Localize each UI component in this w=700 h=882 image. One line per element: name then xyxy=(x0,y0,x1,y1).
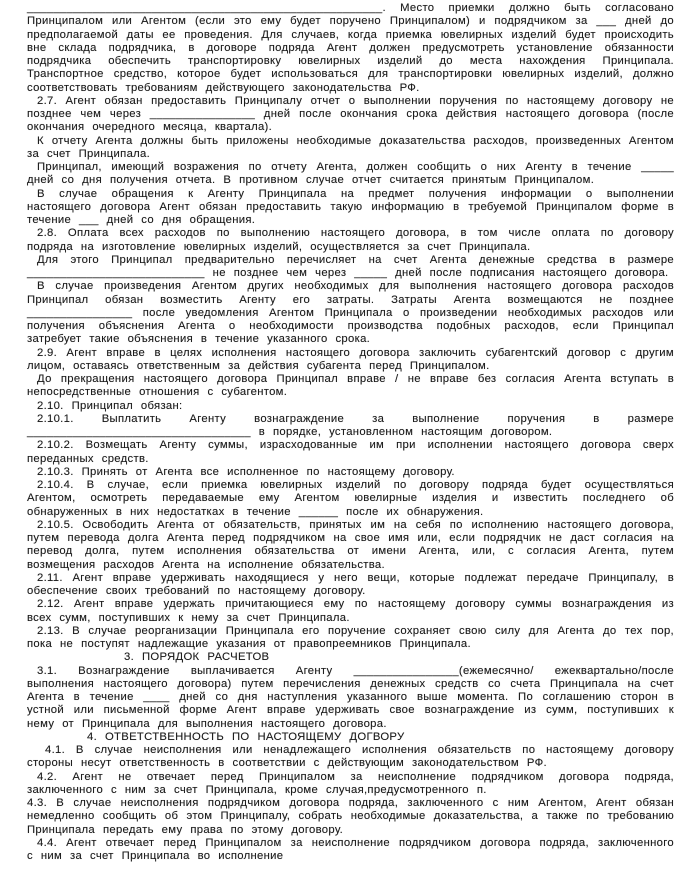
prepayment: Для этого Принципал предварительно перечисляет на счет Агента денежные средства в размере ___________________________ не позднее чем через _____ дней после подписания настоящего договора. xyxy=(27,253,674,279)
clause-2-13: 2.13. В случае реорганизации Принципала его поручение сохраняет свою силу для Агента до тех пор, пока не поступят надлежащие указания от правопреемников Принципала. xyxy=(27,624,674,650)
clause-4-3: 4.3. В случае неисполнения подрядчиком договора подряда, заключенного с ним Агентом, Агент обязан немедленно сообщить об этом Принципалу, собрать необходимые доказательства, а также по требованию Принципала передать ему права по этому договору. xyxy=(27,797,674,836)
clause-3-1: 3.1. Вознаграждение выплачивается Агенту ________________(ежемесячно/ ежеквартально/после выполнения настоящего договора) путем перечисления денежных средств со счета Принципала на счет Агента в течение ____ дней со дня наступления указанного выше момента. По соглашению сторон в устной или письменной форме Агент вправе удерживать свое вознаграждение из сумм, поступивших к нему от Принципала для выполнения настоящего договора. xyxy=(27,664,674,730)
principal-objections: Принципал, имеющий возражения по отчету Агента, должен сообщить о них Агенту в течение _____ дней со дня получения отчета. В противном случае отчет считается принятым Принципалом. xyxy=(27,161,674,187)
clause-2-10-2: 2.10.2. Возмещать Агенту суммы, израсходованные им при исполнении настоящего договора сверх переданных средств. xyxy=(27,439,674,465)
clause-2-10-4: 2.10.4. В случае, если приемка ювелирных изделий по договору подряда будет осуществляться Агентом, осмотреть передаваемые ему Агентом ювелирные изделия и известить последнего об обнаруженных в них недостатках в течение ______ после их обнаружения. xyxy=(27,479,674,518)
clause-2-10-3: 2.10.3. Принять от Агента все исполненное по настоящему договору. xyxy=(37,465,455,478)
clause-4-4: 4.4. Агент отвечает перед Принципалом за неисполнение подрядчиком договора подряда, заключенного с ним за счет Принципала во исполнение xyxy=(27,836,674,862)
clause-2-12: 2.12. Агент вправе удержать причитающиеся ему по настоящему договору суммы вознаграждения из всех сумм, поступивших к нему за счет Принципала. xyxy=(27,598,674,624)
clause-2-9: 2.9. Агент вправе в целях исполнения настоящего договора заключить субагентский договор с другим лицом, оставаясь ответственным за действия субагента перед Принципалом. xyxy=(27,346,674,372)
other-expenses: В случае произведения Агентом других необходимых для выполнения настоящего договора расходов Принципал обязан возместить Агенту его затраты. Затраты Агента возмещаются не позднее ________________ после уведомления Агентом Принципала о произведении необходимых расходов или получения объяснения Агента о необходимости производства подобных расходов, если Принципал затребует такие объяснения в течение указанного срока. xyxy=(27,280,674,346)
clause-2-8: 2.8. Оплата всех расходов по выполнению настоящего договора, в том числе оплата по договору подряда на изготовление ювелирных изделий, осуществляется за счет Принципала. xyxy=(27,227,674,253)
information-request: В случае обращения к Агенту Принципала на предмет получения информации о выполнении настоящего договора Агент обязан предоставить такую информацию в требуемой Принципалом форме в течение ___ дней со дня обращения. xyxy=(27,187,674,226)
clause-2-10: 2.10. Принципал обязан: xyxy=(37,399,183,412)
clause-4-2: 4.2. Агент не отвечает перед Принципалом за неисполнение подрядчиком договора подряда, заключенного с ним за счет Принципала, кроме случая,предусмотренного п. xyxy=(27,770,674,796)
clause-2-10-5: 2.10.5. Освободить Агента от обязательств, принятых им на себя по исполнению настоящего договора, путем перевода долга Агента перед подрядчиком на свое имя или, если подрядчик не даст согласия на перевод долга, путем исполнения обязательства от имени Агента, или, с согласия Агента, путем возмещения расходов Агента на исполнение обязательства. xyxy=(27,518,674,571)
section-3-heading: 3. ПОРЯДОК РАСЧЕТОВ xyxy=(124,651,270,664)
clause-2-10-1: 2.10.1. Выплатить Агенту вознаграждение за выполнение поручения в размере __________________________________ в порядке, установленном настоящим договором. xyxy=(27,412,674,438)
clause-4-1: 4.1. В случае неисполнения или ненадлежащего исполнения обязательств по настоящему договору стороны несут ответственность в соответствии с действующим законодательством РФ. xyxy=(27,744,674,770)
clause-2-7: 2.7. Агент обязан предоставить Принципалу отчет о выполнении поручения по настоящему договору не позднее чем через ________________ дней после окончания срока действия настоящего договора (после окончания очередного месяца, квартала). xyxy=(27,94,674,134)
intro-continuation: ______________________________________________________. Место приемки должно быть согласовано Принципалом или Агентом (если это ему будет поручено Принципалом) и подрядчиком за ___ дней до предполагаемой даты ее проведения. Для случаев, когда приемка ювелирных изделий будет происходить вне склада подрядчика, в договоре подряда Агент должен предусмотреть установление обязанности подрядчика обеспечить транспортировку ювелирных изделий до места нахождения Принципала. Транспортное средство, которое будет использоваться для транспортировки ювелирных изделий, должно соответствовать требованиям действующего законодательства РФ. xyxy=(27,2,674,94)
section-4-heading: 4. ОТВЕТСТВЕННОСТЬ ПО НАСТОЯЩЕМУ ДОГВОРУ xyxy=(87,730,405,743)
subagent-relations: До прекращения настоящего договора Принципал вправе / не вправе без согласия Агента вступать в непосредственные отношения с субагентом. xyxy=(27,373,674,399)
clause-2-11: 2.11. Агент вправе удерживать находящиеся у него вещи, которые подлежат передаче Принципалу, в обеспечение своих требований по настоящему договору. xyxy=(27,571,674,597)
report-attachments: К отчету Агента должны быть приложены необходимые доказательства расходов, произведенных Агентом за счет Принципала. xyxy=(27,134,674,160)
